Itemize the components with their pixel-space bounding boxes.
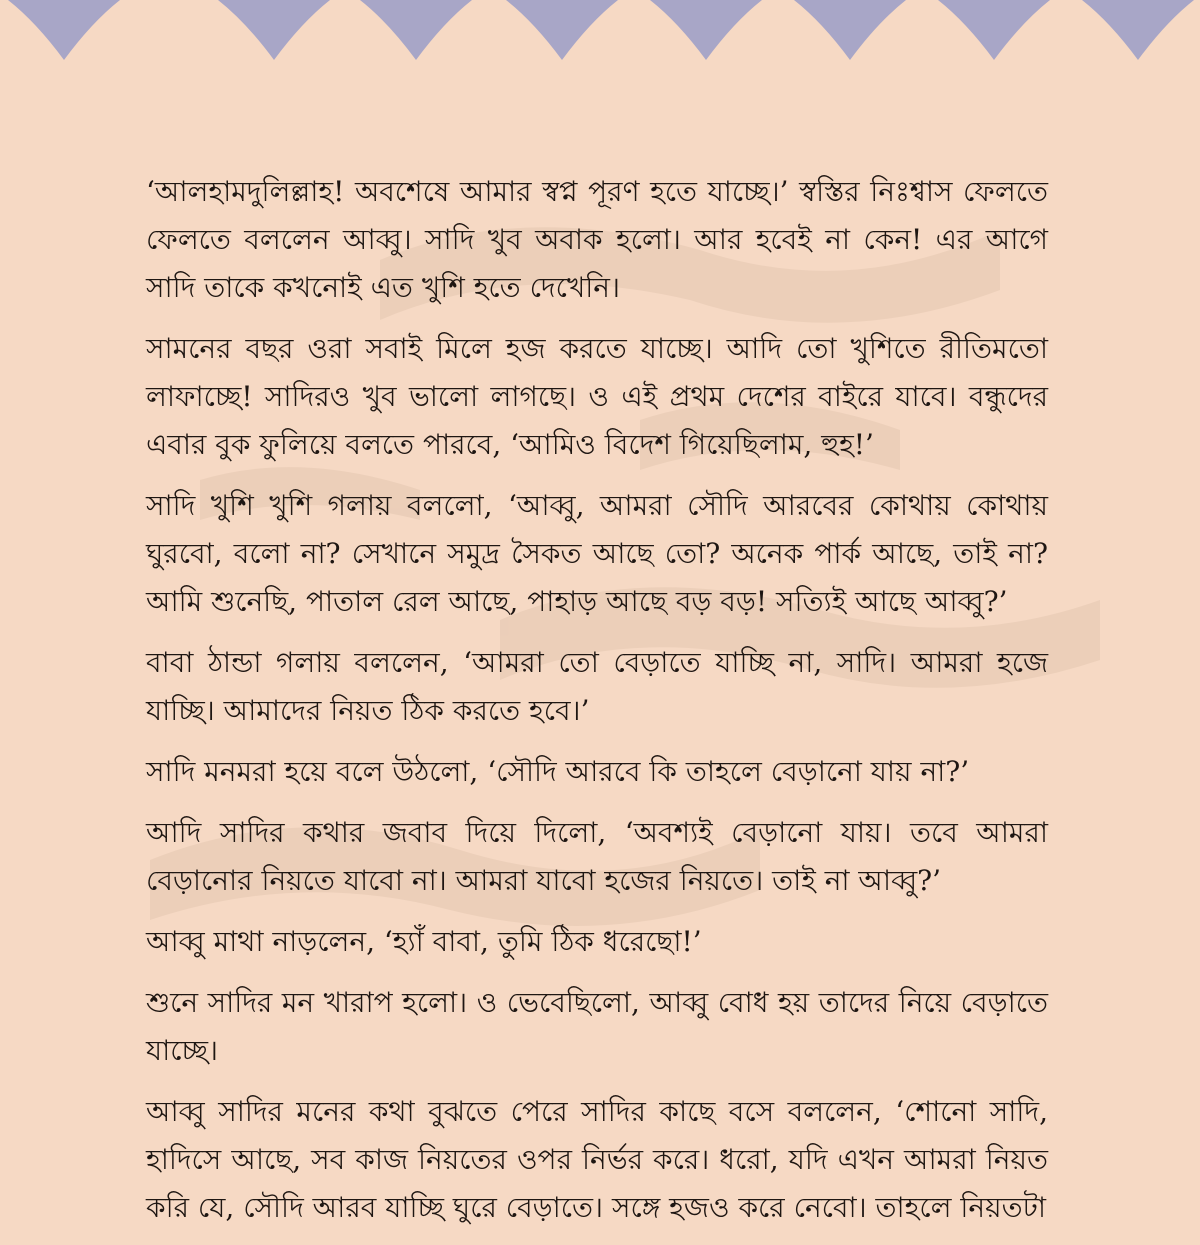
paragraph-8: শুনে সাদির মন খারাপ হলো। ও ভেবেছিলো, আব্বু বোধ হয় তাদের নিয়ে বেড়াতে যাচ্ছে।	[146, 986, 1048, 1067]
paragraph-5: সাদি মনমরা হয়ে বলে উঠলো, ‘সৌদি আরবে কি তাহলে বেড়ানো যায় না?’	[146, 755, 970, 788]
paragraph-9: আব্বু সাদির মনের কথা বুঝতে পেরে সাদির কাছে বসে বললেন, ‘শোনো সাদি, হাদিসে আছে, সব কাজ নিয়তের ওপর নির্ভর করে। ধরো, যদি এখন আমরা নিয়ত করি যে, সৌদি আরব যাচ্ছি ঘুরে বেড়াতে। সঙ্গে হজও করে নেবো। তাহলে নিয়তটা	[146, 1095, 1048, 1224]
paragraph-6: আদি সাদির কথার জবাব দিয়ে দিলো, ‘অবশ্যই বেড়ানো যায়। তবে আমরা বেড়ানোর নিয়তে যাবো না। আমরা যাবো হজের নিয়তে। তাই না আব্বু?’	[146, 816, 1048, 897]
paragraph-4: বাবা ঠান্ডা গলায় বললেন, ‘আমরা তো বেড়াতে যাচ্ছি না, সাদি। আমরা হজে যাচ্ছি। আমাদের নিয়ত ঠিক করতে হবে।’	[146, 646, 1048, 727]
paragraph-7: আব্বু মাথা নাড়লেন, ‘হ্যাঁ বাবা, তুমি ঠিক ধরেছো!’	[146, 925, 702, 958]
paragraph-3: সাদি খুশি খুশি গলায় বললো, ‘আব্বু, আমরা সৌদি আরবের কোথায় কোথায় ঘুরবো, বলো না? সেখানে সমুদ্র সৈকত আছে তো? অনেক পার্ক আছে, তাই না? আমি শুনেছি, পাতাল রেল আছে, পাহাড় আছে বড় বড়! সত্যিই আছে আব্বু?’	[146, 489, 1048, 618]
paragraph-1: ‘আলহামদুলিল্লাহ! অবশেষে আমার স্বপ্ন পূরণ হতে যাচ্ছে।’ স্বস্তির নিঃশ্বাস ফেলতে ফেলতে বললেন আব্বু। সাদি খুব অবাক হলো। আর হবেই না কেন! এর আগে সাদি তাকে কখনোই এত খুশি হতে দেখেনি।	[146, 175, 1048, 304]
paragraph-2: সামনের বছর ওরা সবাই মিলে হজ করতে যাচ্ছে। আদি তো খুশিতে রীতিমতো লাফাচ্ছে! সাদিরও খুব ভালো লাগছে। ও এই প্রথম দেশের বাইরে যাবে। বন্ধুদের এবার বুক ফুলিয়ে বলতে পারবে, ‘আমিও বিদেশ গিয়েছিলাম, হুহ!’	[146, 332, 1048, 461]
story-text	[146, 168, 1048, 1245]
bunting-decoration	[0, 0, 1200, 62]
